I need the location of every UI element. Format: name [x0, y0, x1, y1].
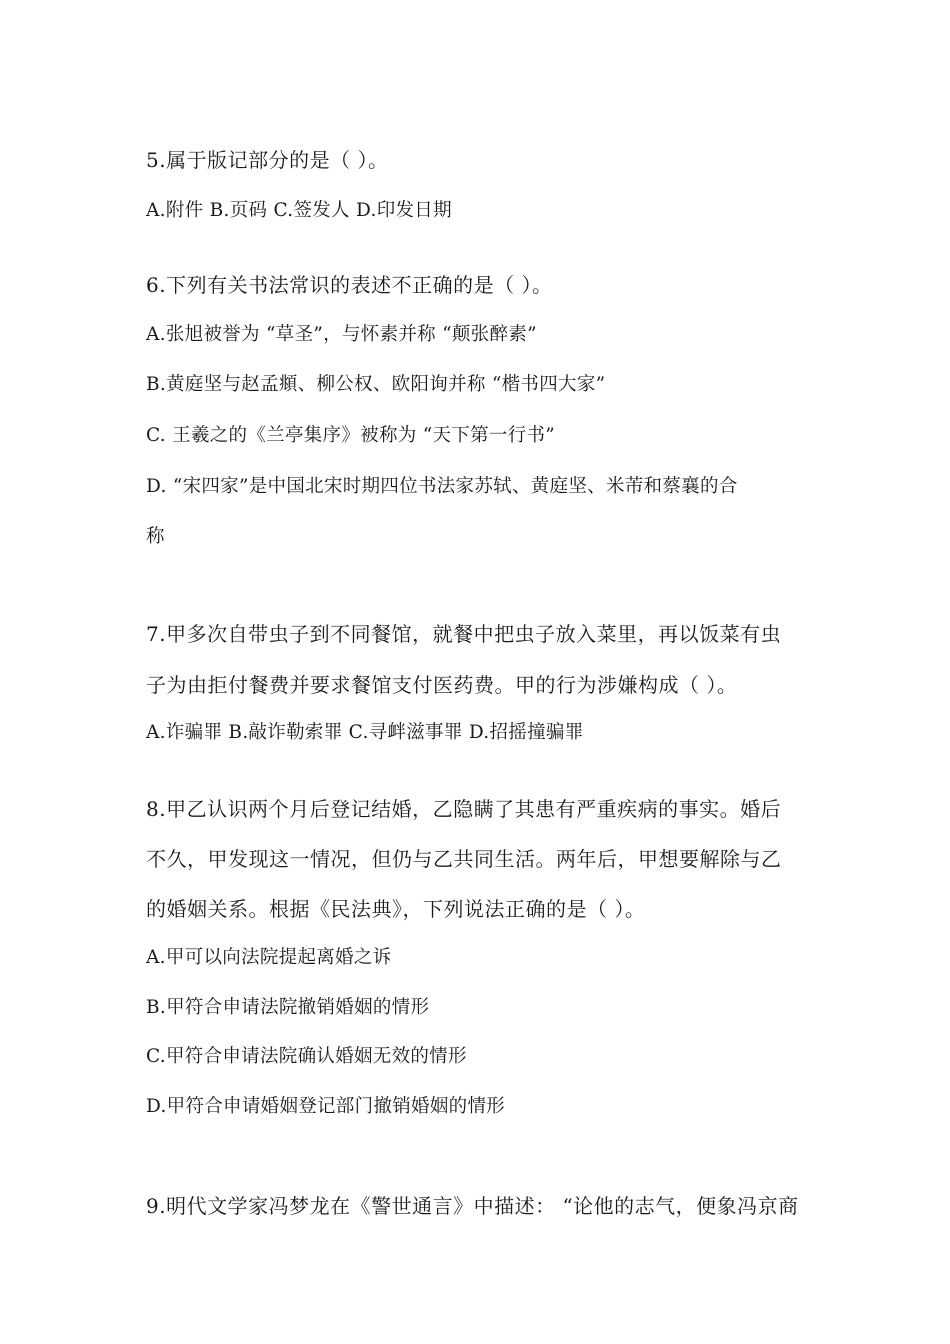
question-6-option-c: C. 王羲之的《兰亭集序》被称为 “天下第一行书”	[146, 425, 556, 446]
question-9-stem: 9.明代文学家冯梦龙在《警世通言》中描述： “论他的志气，便象冯京商	[146, 1194, 799, 1218]
question-6-option-d: D. “宋四家”是中国北宋时期四位书法家苏轼、黄庭坚、米芾和蔡襄的合	[146, 476, 738, 497]
question-6-option-d-continued: 称	[146, 526, 165, 547]
question-8-stem-line-3: 的婚姻关系。根据《民法典》，下列说法正确的是（ ）。	[146, 897, 646, 921]
question-7-stem-line-2: 子为由拒付餐费并要求餐馆支付医药费。甲的行为涉嫌构成（ ）。	[146, 673, 738, 697]
question-7-options: A.诈骗罪 B.敲诈勒索罪 C.寻衅滋事罪 D.招摇撞骗罪	[146, 722, 584, 743]
question-8-option-b: B.甲符合申请法院撤销婚姻的情形	[146, 997, 430, 1018]
question-8-option-a: A.甲可以向法院提起离婚之诉	[146, 947, 392, 968]
question-6-stem: 6.下列有关书法常识的表述不正确的是（ ）。	[146, 273, 553, 297]
question-8-option-d: D.甲符合申请婚姻登记部门撤销婚姻的情形	[146, 1096, 506, 1117]
question-8-stem-line-2: 不久，甲发现这一情况，但仍与乙共同生活。两年后，甲想要解除与乙	[146, 847, 782, 871]
question-8-option-c: C.甲符合申请法院确认婚姻无效的情形	[146, 1046, 467, 1067]
question-6-option-a: A.张旭被誉为 “草圣”，与怀素并称 “颠张醉素”	[146, 324, 537, 345]
question-7-stem-line-1: 7.甲多次自带虫子到不同餐馆，就餐中把虫子放入菜里，再以饭菜有虫	[146, 622, 782, 646]
question-8-stem-line-1: 8.甲乙认识两个月后登记结婚，乙隐瞒了其患有严重疾病的事实。婚后	[146, 797, 782, 821]
question-5-options: A.附件 B.页码 C.签发人 D.印发日期	[146, 200, 452, 221]
question-5-stem: 5.属于版记部分的是（ ）。	[146, 148, 389, 172]
question-6-option-b: B.黄庭坚与赵孟頫、柳公权、欧阳询并称 “楷书四大家”	[146, 374, 606, 395]
